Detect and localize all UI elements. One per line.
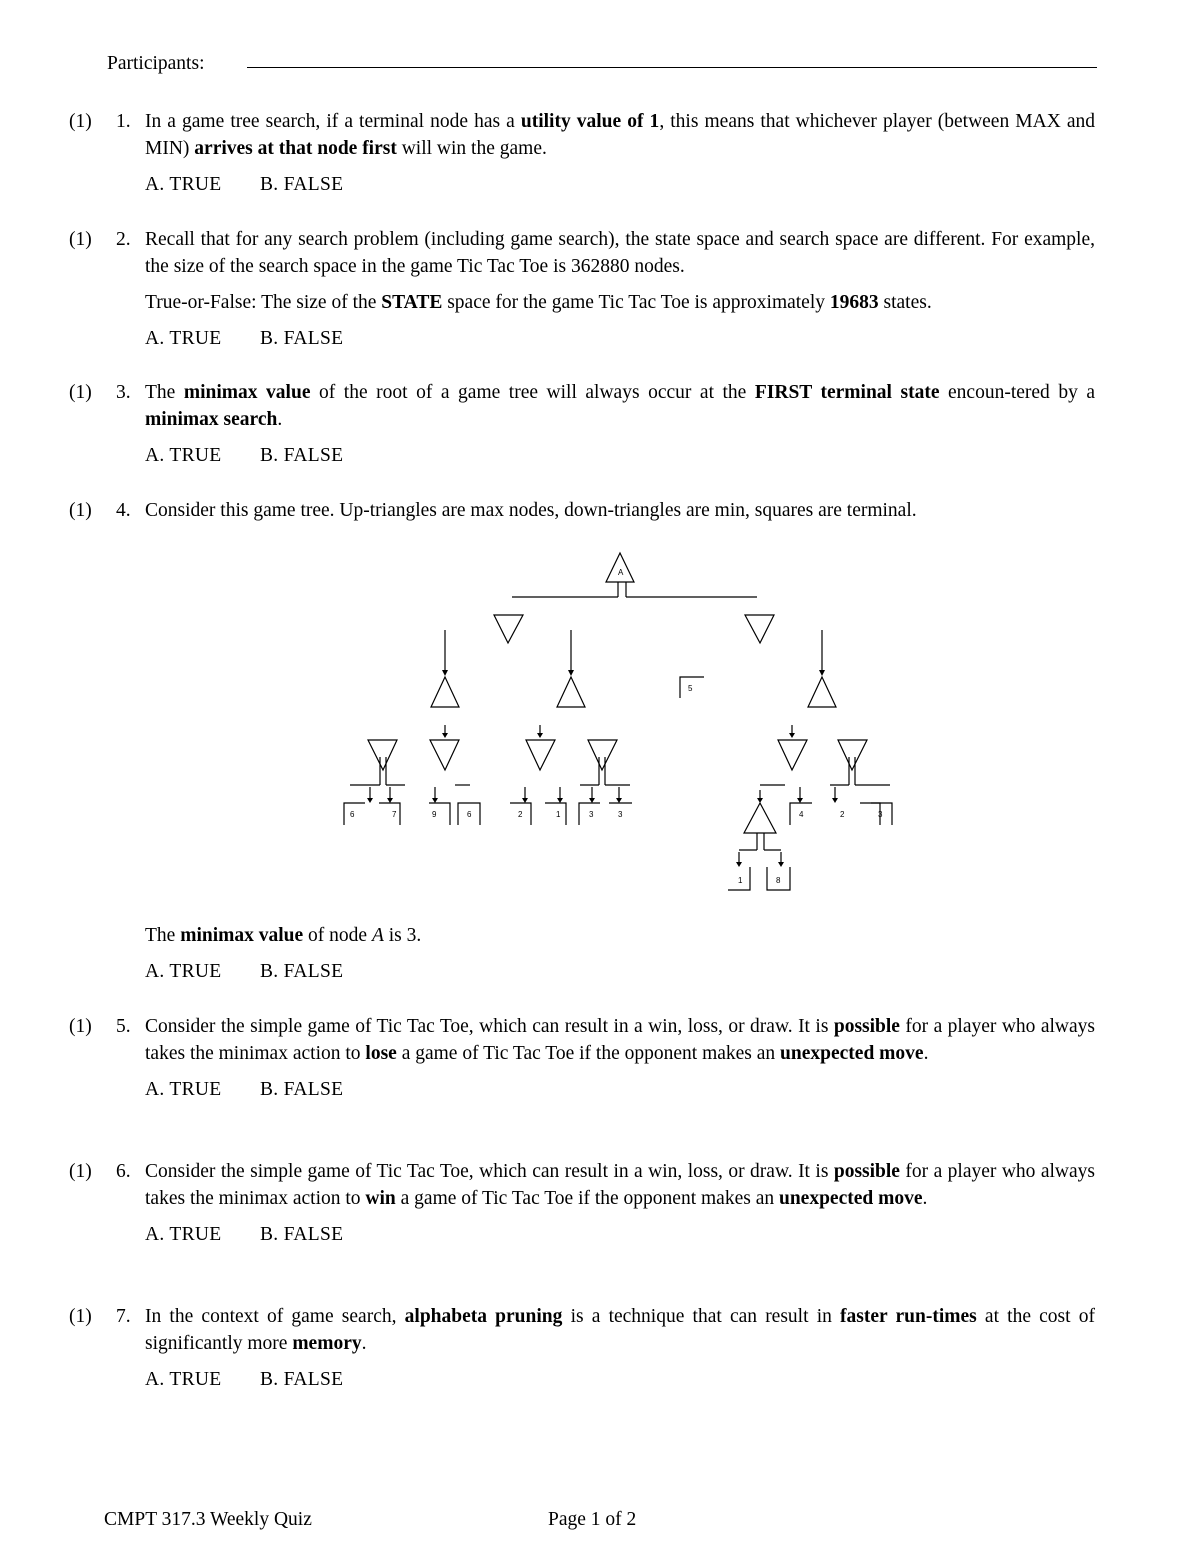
option-true[interactable]: A. TRUE — [145, 328, 222, 349]
question-text: The minimax value of the root of a game tree will always occur at the FIRST terminal state encoun-tered by a minimax search. — [145, 382, 1096, 430]
question-number: 3. — [116, 382, 131, 403]
question-text: Recall that for any search problem (including game search), the state space and search space are different. For example, the size of the search space in the game Tic Tac Toe is 362880 nodes. — [145, 229, 1095, 277]
terminal-value: 6 — [467, 810, 472, 819]
footer-course: CMPT 317.3 Weekly Quiz — [104, 1509, 312, 1530]
question-text: In the context of game search, alphabeta pruning is a technique that can result in faster run-times at the cost of significantly more memory. — [145, 1306, 1095, 1354]
question-number: 1. — [116, 111, 131, 132]
max-node-l2 — [557, 677, 585, 707]
root-node-label: A — [618, 568, 624, 577]
terminal-value: 1 — [556, 810, 561, 819]
terminal-value: 8 — [776, 876, 781, 885]
option-false[interactable]: B. FALSE — [260, 1079, 344, 1100]
question-points: (1) — [69, 500, 92, 521]
terminal-value: 3 — [618, 810, 623, 819]
min-node-left — [494, 615, 523, 643]
question-points: (1) — [69, 229, 92, 250]
game-tree-figure — [330, 545, 910, 895]
question-number: 5. — [116, 1016, 131, 1037]
terminal-value: 3 — [589, 810, 594, 819]
terminal-value: 3 — [878, 810, 883, 819]
question-number: 2. — [116, 229, 131, 250]
terminal-value: 1 — [738, 876, 743, 885]
terminal-value: 7 — [392, 810, 397, 819]
option-false[interactable]: B. FALSE — [260, 961, 344, 982]
option-true[interactable]: A. TRUE — [145, 1369, 222, 1390]
terminal-value: 4 — [799, 810, 804, 819]
participants-blank-line — [247, 67, 1097, 68]
question-text: Consider the simple game of Tic Tac Toe, which can result in a win, loss, or draw. It is possible for a player who always takes the minimax action to lose a game of Tic Tac Toe if the opponent makes an unexpected move. — [145, 1016, 1095, 1064]
option-true[interactable]: A. TRUE — [145, 1224, 222, 1245]
question-points: (1) — [69, 111, 92, 132]
question-text: Consider this game tree. Up-triangles are max nodes, down-triangles are min, squares are terminal. — [145, 500, 917, 521]
option-true[interactable]: A. TRUE — [145, 961, 222, 982]
terminal-value: 5 — [688, 684, 693, 693]
max-node-r2 — [808, 677, 836, 707]
question-points: (1) — [69, 1306, 92, 1327]
max-node-deep — [744, 803, 776, 833]
min-node-d — [588, 740, 617, 770]
question-statement: The minimax value of node A is 3. — [145, 925, 422, 946]
participants-label: Participants: — [107, 53, 205, 74]
min-node-a — [368, 740, 397, 770]
terminal-value: 2 — [518, 810, 523, 819]
min-node-f — [838, 740, 867, 770]
question-points: (1) — [69, 1016, 92, 1037]
option-true[interactable]: A. TRUE — [145, 1079, 222, 1100]
question-statement: True-or-False: The size of the STATE space for the game Tic Tac Toe is approximately 19683 states. — [145, 292, 932, 313]
option-false[interactable]: B. FALSE — [260, 174, 344, 195]
question-points: (1) — [69, 382, 92, 403]
game-tree-svg — [330, 545, 910, 895]
terminal-value: 2 — [840, 810, 845, 819]
option-true[interactable]: A. TRUE — [145, 174, 222, 195]
terminal-value: 9 — [432, 810, 437, 819]
option-false[interactable]: B. FALSE — [260, 1224, 344, 1245]
question-number: 6. — [116, 1161, 131, 1182]
question-number: 4. — [116, 500, 131, 521]
question-text: Consider the simple game of Tic Tac Toe, which can result in a win, loss, or draw. It is possible for a player who always takes the minimax action to win a game of Tic Tac Toe if the opponent makes an unexpected move. — [145, 1161, 1095, 1209]
option-false[interactable]: B. FALSE — [260, 328, 344, 349]
option-false[interactable]: B. FALSE — [260, 1369, 344, 1390]
question-text: In a game tree search, if a terminal node has a utility value of 1, this means that whichever player (between MAX and MIN) arrives at that node first will win the game. — [145, 111, 1095, 159]
min-node-c — [526, 740, 555, 770]
footer-page-number: Page 1 of 2 — [548, 1509, 637, 1530]
option-false[interactable]: B. FALSE — [260, 445, 344, 466]
question-number: 7. — [116, 1306, 131, 1327]
min-node-b — [430, 740, 459, 770]
participants-field — [107, 50, 1097, 74]
terminal-value: 6 — [350, 810, 355, 819]
min-node-right — [745, 615, 774, 643]
question-points: (1) — [69, 1161, 92, 1182]
min-node-e — [778, 740, 807, 770]
max-node-l1 — [431, 677, 459, 707]
option-true[interactable]: A. TRUE — [145, 445, 222, 466]
